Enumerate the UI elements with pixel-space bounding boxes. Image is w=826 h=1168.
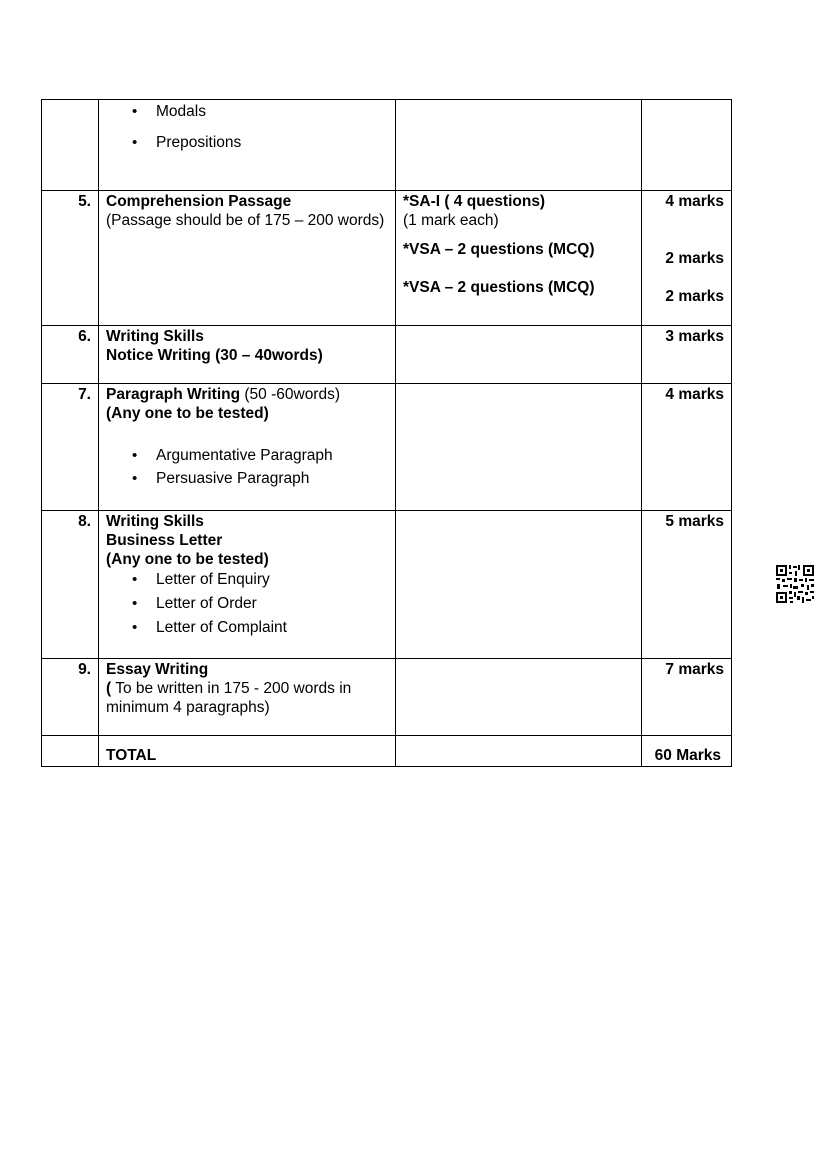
marks-cell bbox=[642, 659, 732, 736]
topic-cell bbox=[99, 659, 396, 736]
question-cell bbox=[396, 659, 642, 736]
topic-subtitle: Business Letter bbox=[106, 532, 223, 549]
topic-list bbox=[106, 102, 388, 152]
list-item: • Persuasive Paragraph bbox=[156, 469, 388, 488]
qr-code-icon bbox=[775, 564, 815, 604]
topic-title: Comprehension Passage bbox=[106, 193, 292, 210]
row-number: 6. bbox=[42, 326, 99, 384]
question-type: *VSA – 2 questions (MCQ) bbox=[403, 241, 595, 258]
table-row bbox=[42, 511, 732, 659]
topic-word-limit: (50 -60words) bbox=[240, 386, 341, 403]
topic-cell bbox=[99, 191, 396, 326]
topic-title: Writing Skills bbox=[106, 513, 204, 530]
row-number: 7. bbox=[42, 384, 99, 511]
table-row bbox=[42, 326, 732, 384]
row-number: 8. bbox=[42, 511, 99, 659]
marks-distribution-table bbox=[41, 99, 732, 767]
total-marks-value: 60 Marks bbox=[654, 747, 721, 764]
marks-value: 2 marks bbox=[665, 288, 724, 305]
question-cell bbox=[396, 191, 642, 326]
total-row bbox=[42, 736, 732, 767]
marks-cell bbox=[642, 384, 732, 511]
topic-list bbox=[106, 570, 388, 637]
question-cell bbox=[396, 511, 642, 659]
topic-title: Essay Writing bbox=[106, 661, 209, 678]
topic-cell bbox=[99, 100, 396, 191]
list-item: • Prepositions bbox=[156, 133, 388, 152]
total-label: TOTAL bbox=[106, 747, 157, 764]
marks-cell bbox=[642, 326, 732, 384]
marks-cell bbox=[642, 100, 732, 191]
question-cell bbox=[396, 326, 642, 384]
marks-value: 3 marks bbox=[665, 328, 724, 345]
topic-title: Paragraph Writing bbox=[106, 386, 241, 403]
topic-description: ( To be written in 175 - 200 words in minimum 4 paragraphs) bbox=[106, 680, 352, 716]
row-number: 5. bbox=[42, 191, 99, 326]
marks-value: 5 marks bbox=[665, 513, 724, 530]
topic-title: Writing Skills bbox=[106, 328, 204, 345]
row-number: 9. bbox=[42, 659, 99, 736]
marks-value: 7 marks bbox=[665, 661, 724, 678]
list-item: • Argumentative Paragraph bbox=[156, 446, 388, 465]
list-item: • Letter of Enquiry bbox=[156, 570, 388, 589]
topic-cell bbox=[99, 326, 396, 384]
question-type: *VSA – 2 questions (MCQ) bbox=[403, 279, 595, 296]
question-type: *SA-I ( 4 questions) bbox=[403, 193, 546, 210]
table-row bbox=[42, 384, 732, 511]
question-cell bbox=[396, 100, 642, 191]
topic-instruction: (Any one to be tested) bbox=[106, 551, 269, 568]
marks-value: 4 marks bbox=[665, 193, 724, 210]
marks-cell bbox=[642, 511, 732, 659]
topic-subtitle: Notice Writing (30 – 40words) bbox=[106, 347, 323, 364]
list-item: • Modals bbox=[156, 102, 388, 121]
topic-description: (Passage should be of 175 – 200 words) bbox=[106, 212, 385, 229]
topic-cell bbox=[99, 736, 396, 767]
list-item: • Letter of Complaint bbox=[156, 618, 388, 637]
table-row bbox=[42, 659, 732, 736]
topic-list bbox=[106, 446, 388, 488]
topic-cell bbox=[99, 384, 396, 511]
row-number bbox=[42, 736, 99, 767]
open-paren: ( bbox=[106, 680, 112, 697]
question-cell bbox=[396, 384, 642, 511]
topic-cell bbox=[99, 511, 396, 659]
topic-subtitle: (Any one to be tested) bbox=[106, 405, 269, 422]
marks-value: 4 marks bbox=[665, 386, 724, 403]
marks-value: 2 marks bbox=[665, 250, 724, 267]
marks-cell bbox=[642, 736, 732, 767]
table-row bbox=[42, 100, 732, 191]
question-note: (1 mark each) bbox=[403, 212, 499, 229]
question-cell bbox=[396, 736, 642, 767]
list-item: • Letter of Order bbox=[156, 594, 388, 613]
table-row bbox=[42, 191, 732, 326]
row-number bbox=[42, 100, 99, 191]
marks-cell bbox=[642, 191, 732, 326]
